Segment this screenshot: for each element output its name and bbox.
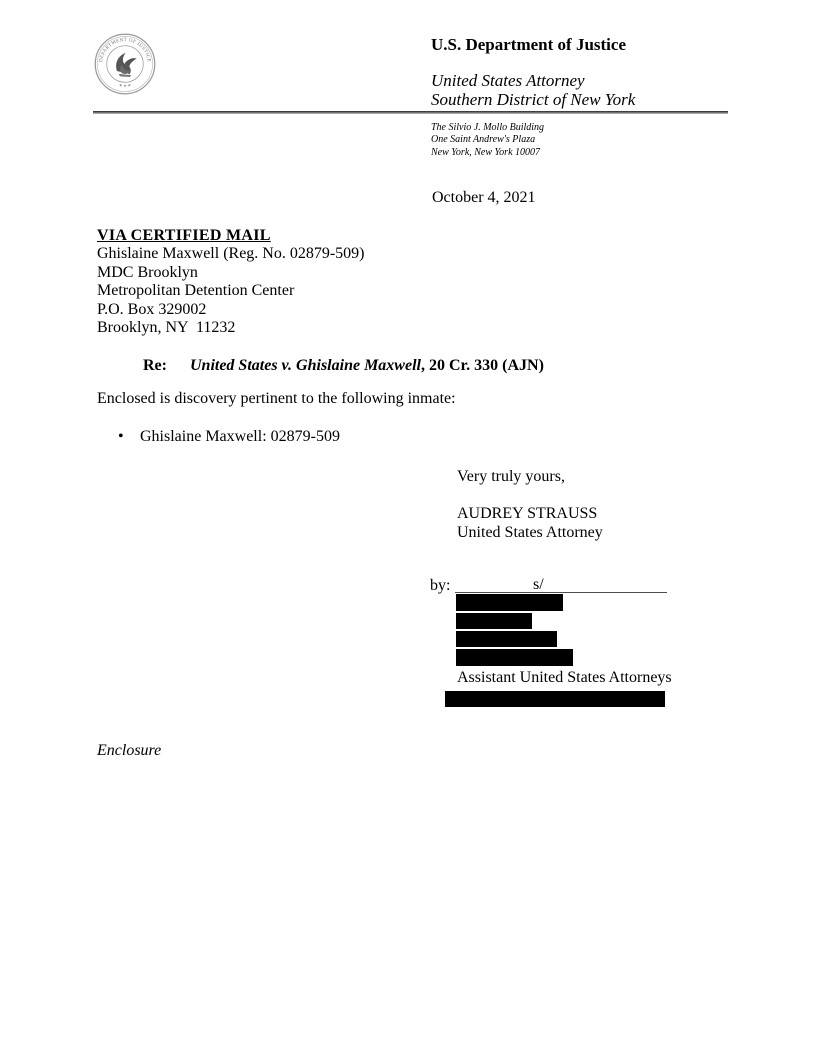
bullet-item (118, 428, 340, 446)
delivery-method: VIA CERTIFIED MAIL (97, 227, 271, 244)
enclosure-note: Enclosure (97, 742, 162, 759)
redaction-bar-3 (456, 631, 557, 647)
seal-ring-text: DEPARTMENT OF JUSTICE (99, 38, 151, 63)
valediction: Very truly yours, (457, 468, 565, 485)
redaction-bar-1 (456, 594, 563, 611)
re-label: Re: (143, 357, 167, 374)
case-name: United States v. Ghislaine Maxwell (189, 357, 421, 374)
agency-name: U.S. Department of Justice (431, 35, 626, 54)
district-line: Southern District of New York (431, 89, 636, 109)
recipient-block (97, 227, 365, 337)
letterhead-rule (93, 111, 728, 114)
doj-seal-image (94, 33, 156, 95)
recipient-line: P.O. Box 329002 (97, 300, 207, 318)
recipient-line: Brooklyn, NY 11232 (97, 319, 236, 337)
redaction-bar-wide (445, 691, 665, 707)
date-line: October 4, 2021 (432, 189, 536, 206)
recipient-line: MDC Brooklyn (97, 263, 198, 281)
bullet-item-text: Ghislaine Maxwell: 02879-509 (140, 428, 340, 445)
recipient-line: Metropolitan Detention Center (97, 282, 295, 300)
signer-title: United States Attorney (457, 523, 603, 541)
office-block (431, 72, 635, 109)
eagle-icon (116, 53, 137, 77)
signer-block (457, 505, 603, 542)
office-address-building: The Silvio J. Mollo Building (431, 122, 545, 133)
bullet-icon: • (118, 428, 124, 445)
doj-seal (94, 33, 156, 95)
body-intro: Enclosed is discovery pertinent to the following inmate: (97, 390, 456, 407)
signature-mark: s/ (533, 576, 544, 593)
subject-line (143, 357, 544, 375)
office-address-city: New York, New York 10007 (431, 146, 541, 158)
recipient-line: Ghislaine Maxwell (Reg. No. 02879-509) (97, 245, 365, 263)
svg-text:DEPARTMENT OF JUSTICE (99, 38, 151, 63)
redaction-bar-2 (456, 613, 532, 629)
attorneys-title: Assistant United States Attorneys (457, 669, 672, 686)
by-label: by: (430, 577, 451, 594)
case-number: , 20 Cr. 330 (AJN) (420, 357, 544, 374)
office-line: United States Attorney (431, 71, 585, 90)
svg-text:★ ★ ★ (118, 82, 131, 88)
office-address-street: One Saint Andrew's Plaza (431, 134, 536, 146)
signature-line (455, 577, 667, 593)
redaction-bar-4 (456, 649, 573, 666)
signer-name: AUDREY STRAUSS (457, 505, 598, 522)
seal-stars: ★ ★ ★ (118, 82, 132, 88)
office-address (431, 122, 544, 159)
